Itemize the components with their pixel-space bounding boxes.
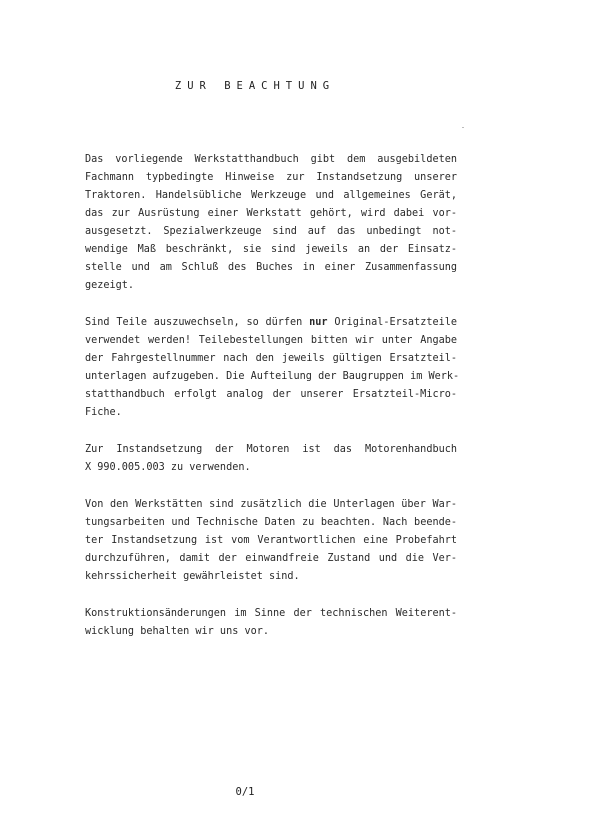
text-line: unterlagen aufzugeben. Die Aufteilung der Baugruppen im Werk- [85,371,460,382]
text-line: Fiche. [85,407,122,418]
text-line: X 990.005.003 zu verwenden. [85,462,251,473]
text-line: Fachmann typbedingte Hinweise zur Instandsetzung unserer [85,172,457,183]
text-line: durchzuführen, damit der einwandfreie Zustand und die Ver- [85,553,457,564]
emphasis-text: nur [309,317,328,328]
scan-speck [462,127,464,128]
text-line: wicklung behalten wir uns vor. [85,626,270,637]
paragraph-design-changes [85,605,457,641]
text-line: das zur Ausrüstung einer Werkstatt gehört, wird dabei vor- [85,208,457,219]
paragraph-workshop-documents [85,496,457,586]
paragraph-spare-parts [85,314,460,422]
text-line: statthandbuch erfolgt analog der unserer Ersatzteil-Micro- [85,389,457,400]
text-line: ausgesetzt. Spezialwerkzeuge sind auf das unbedingt not- [85,226,457,237]
text-line: Konstruktionsänderungen im Sinne der technischen Weiterent- [85,608,457,619]
text-line: tungsarbeiten und Technische Daten zu beachten. Nach beende- [85,517,457,528]
text-line: verwendet werden! Teilebestellungen bitten wir unter Angabe [85,335,457,346]
paragraph-intro [85,151,457,295]
text-line: stelle und am Schluß des Buches in einer Zusammenfassung [85,262,457,273]
text-segment: Sind Teile auszuwechseln, so dürfen [85,317,310,328]
text-line: gezeigt. [85,280,135,291]
text-line: ter Instandsetzung ist vom Verantwortlichen eine Probefahrt [85,535,457,546]
paragraph-engine-manual [85,441,457,477]
text-line: Zur Instandsetzung der Motoren ist das Motorenhandbuch [85,444,457,455]
text-line: kehrssicherheit gewährleistet sind. [85,571,300,582]
page-title: ZUR BEACHTUNG [174,80,336,92]
text-segment: Original-Ersatzteile [327,317,457,328]
text-line: der Fahrgestellnummer nach den jeweils gültigen Ersatzteil- [85,353,457,364]
text-line: Traktoren. Handelsübliche Werkzeuge und allgemeines Gerät, [85,190,457,201]
text-line-with-emphasis [85,314,457,332]
page-number: 0/1 [235,786,255,798]
text-line: Das vorliegende Werkstatthandbuch gibt dem ausgebildeten [85,154,457,165]
body-text [85,151,460,660]
text-line: Von den Werkstätten sind zusätzlich die Unterlagen über War- [85,499,457,510]
text-line: wendige Maß beschränkt, sie sind jeweils an der Einsatz- [85,244,457,255]
